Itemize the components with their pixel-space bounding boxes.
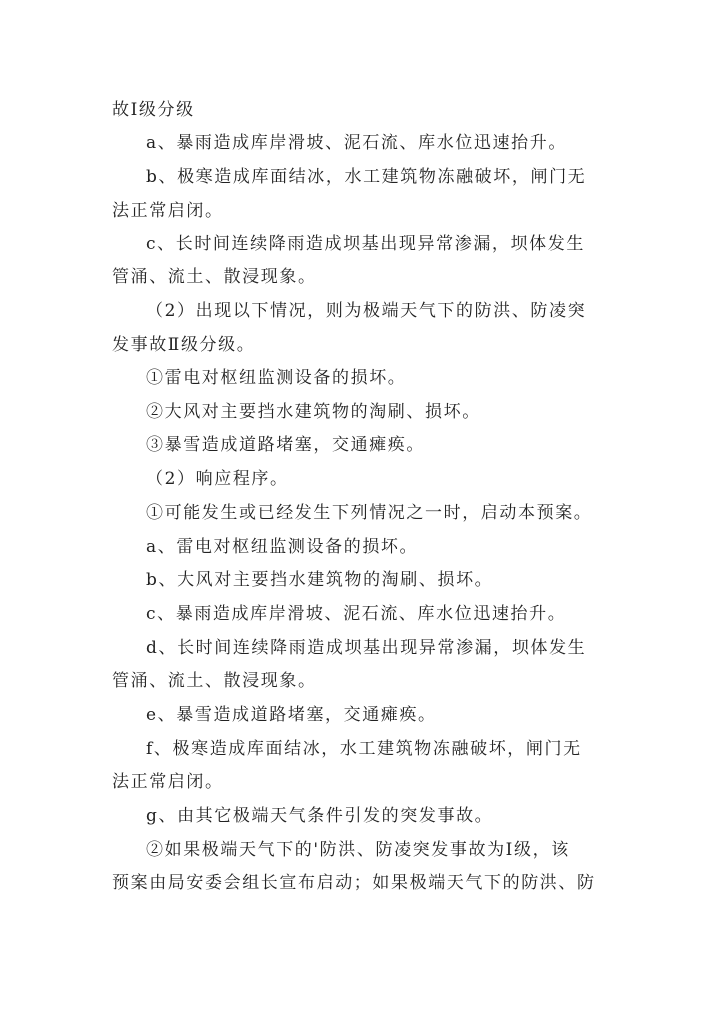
text-line: 管涌、流土、散浸现象。 bbox=[112, 671, 317, 691]
text-line: 法正常启闭。 bbox=[112, 201, 224, 221]
text-line: ②如果极端天气下的'防洪、防凌突发事故为Ⅰ级，该 bbox=[146, 840, 570, 860]
text-line: 法正常启闭。 bbox=[112, 772, 224, 792]
text-line: a、暴雨造成库岸滑坡、泥石流、库水位迅速抬升。 bbox=[146, 133, 567, 153]
text-line: ①雷电对枢纽监测设备的损坏。 bbox=[146, 368, 407, 388]
text-line: 故Ⅰ级分级 bbox=[112, 100, 195, 120]
text-line: f、极寒造成库面结冰，水工建筑物冻融破坏，闸门无 bbox=[146, 739, 582, 759]
text-line: （2）出现以下情况，则为极端天气下的防洪、防凌突 bbox=[146, 301, 587, 321]
text-line: ③暴雪造成道路堵塞，交通瘫痪。 bbox=[146, 435, 425, 455]
text-line: b、大风对主要挡水建筑物的淘刷、损坏。 bbox=[146, 570, 494, 590]
text-line: c、长时间连续降雨造成坝基出现异常渗漏，坝体发生 bbox=[146, 234, 585, 254]
text-line: ②大风对主要挡水建筑物的淘刷、损坏。 bbox=[146, 402, 481, 422]
text-line: 管涌、流土、散浸现象。 bbox=[112, 267, 317, 287]
text-line: g、由其它极端天气条件引发的突发事故。 bbox=[146, 806, 494, 826]
text-line: e、暴雪造成道路堵塞，交通瘫痪。 bbox=[146, 705, 437, 725]
text-line: 发事故Ⅱ级分级。 bbox=[112, 335, 256, 355]
text-line: a、雷电对枢纽监测设备的损坏。 bbox=[146, 537, 419, 557]
text-line: （2）响应程序。 bbox=[146, 469, 289, 489]
text-line: ①可能发生或已经发生下列情况之一时，启动本预案。 bbox=[146, 503, 593, 523]
text-line: c、暴雨造成库岸滑坡、泥石流、库水位迅速抬升。 bbox=[146, 604, 567, 624]
text-line: 预案由局安委会组长宣布启动；如果极端天气下的防洪、防 bbox=[112, 873, 596, 893]
text-line: d、长时间连续降雨造成坝基出现异常渗漏，坝体发生 bbox=[146, 638, 587, 658]
text-line: b、极寒造成库面结冰，水工建筑物冻融破坏，闸门无 bbox=[146, 167, 587, 187]
